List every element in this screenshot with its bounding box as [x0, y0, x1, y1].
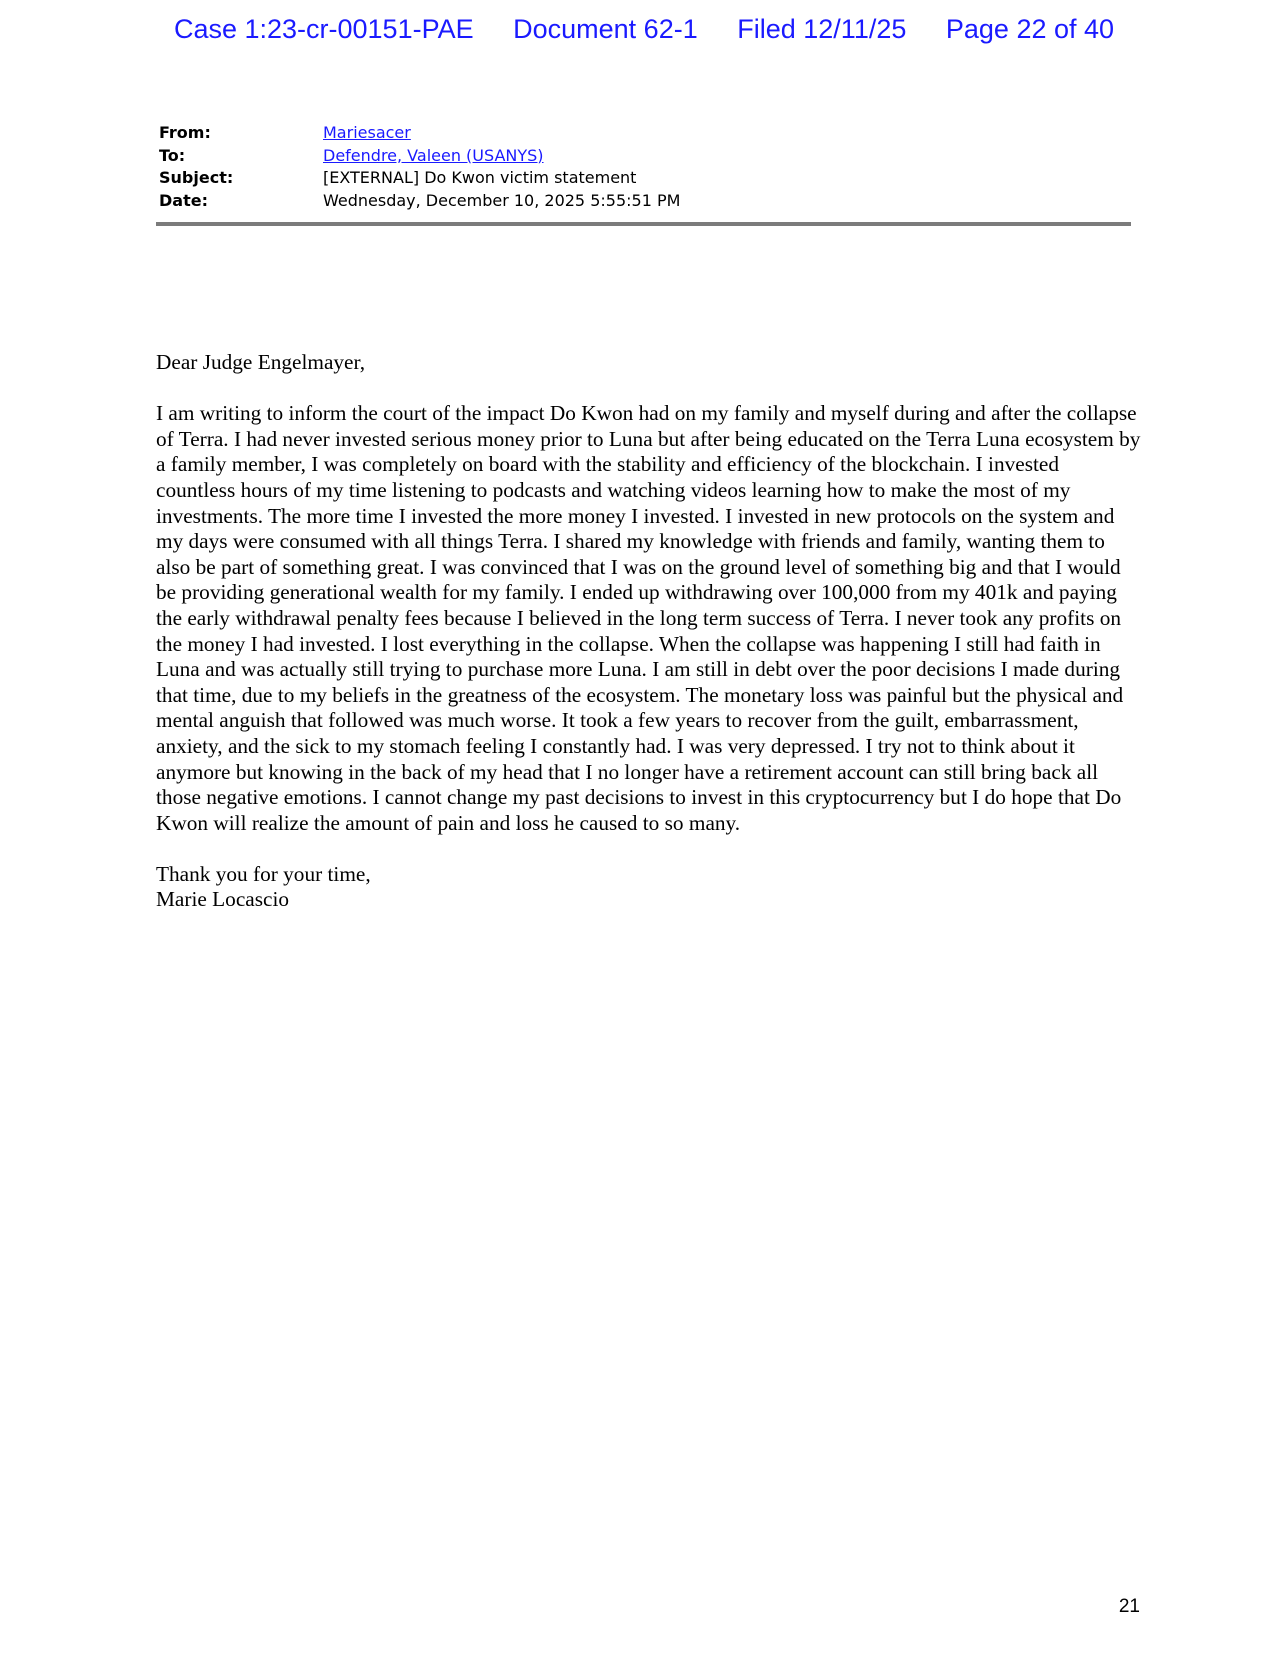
email-to-row: [159, 145, 1129, 168]
document-number: Document 62-1: [513, 14, 698, 44]
to-label: To:: [159, 145, 186, 165]
header-divider: [156, 222, 1131, 226]
page-count: Page 22 of 40: [945, 14, 1115, 44]
from-link[interactable]: Mariesacer: [323, 123, 411, 142]
page-number: 21: [1118, 1596, 1140, 1617]
date-label: Date:: [159, 190, 208, 210]
salutation: Dear Judge Engelmayer,: [156, 350, 366, 374]
case-number: Case 1:23-cr-00151-PAE: [173, 14, 474, 44]
letter-body: [156, 350, 1141, 913]
subject-label: Subject:: [159, 168, 234, 187]
signature: Marie Locascio: [156, 887, 290, 912]
to-link[interactable]: Defendre, Valeen (USANYS): [323, 145, 544, 165]
date-value: Wednesday, December 10, 2025 5:55:51 PM: [323, 190, 681, 210]
email-subject-row: [159, 167, 1129, 190]
subject-value: [EXTERNAL] Do Kwon victim statement: [323, 168, 637, 187]
letter-paragraph: I am writing to inform the court of the impact Do Kwon had on my family and myself during and after the collapse of Terra. I had never invested serious money prior to Luna but after being educated on the Terra Luna ecosystem by a family member, I was completely on board with the stability and efficiency of the blockchain. I invested countless hours of my time listening to podcasts and watching videos learning how to make the most of my investments. The more time I invested the more money I invested. I invested in new protocols on the system and my days were consumed with all things Terra. I shared my knowledge with friends and family, wanting them to also be part of something great. I was convinced that I was on the ground level of something big and that I would be providing generational wealth for my family. I ended up withdrawing over 100,000 from my 401k and paying the early withdrawal penalty fees because I believed in the long term success of Terra. I never took any profits on the money I had invested. I lost everything in the collapse. When the collapse was happening I still had faith in Luna and was actually still trying to purchase more Luna. I am still in debt over the poor decisions I made during that time, due to my beliefs in the greatness of the ecosystem. The monetary loss was painful but the physical and mental anguish that followed was much worse. It took a few years to recover from the guilt, embarrassment, anxiety, and the sick to my stomach feeling I constantly had. I was very depressed. I try not to think about it anymore but knowing in the back of my head that I no longer have a retirement account can still bring back all those negative emotions. I cannot change my past decisions to invest in this cryptocurrency but I do hope that Do Kwon will realize the amount of pain and loss he caused to so many.: [156, 401, 1141, 835]
case-filing-header: [0, 14, 1288, 45]
email-from-row: [159, 122, 1129, 145]
from-label: From:: [159, 123, 211, 142]
closing: Thank you for your time,: [156, 861, 371, 886]
email-date-row: [159, 190, 1129, 213]
email-header: [159, 122, 1129, 212]
filed-date: Filed 12/11/25: [737, 14, 907, 44]
